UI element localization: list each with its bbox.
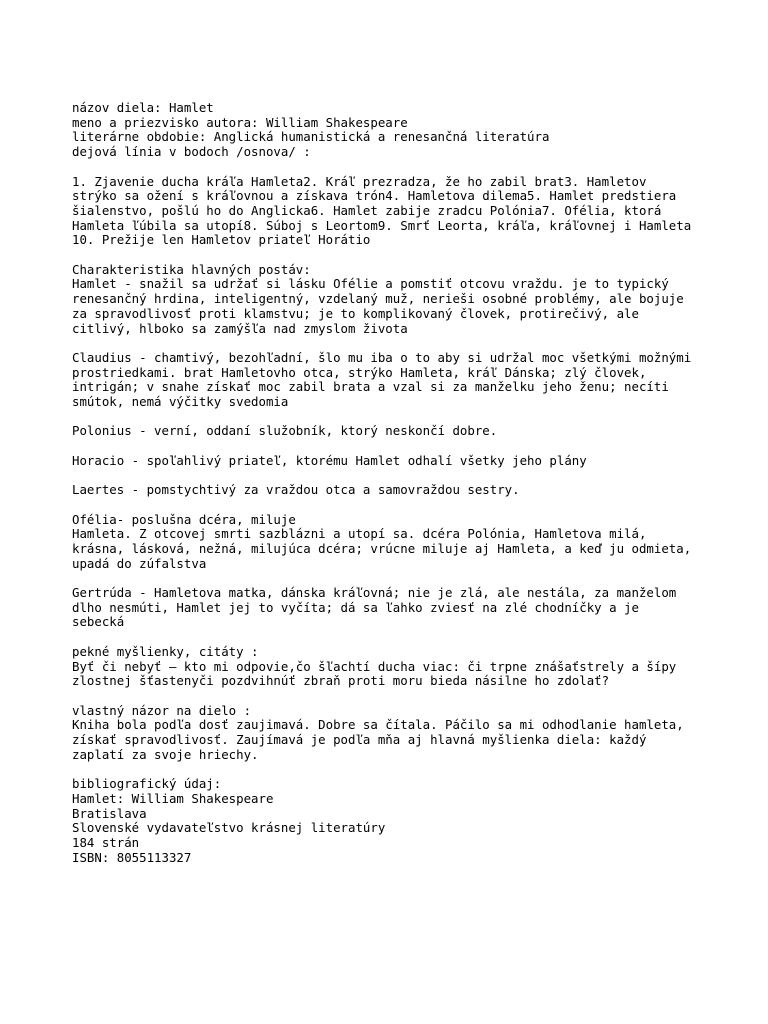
plot-heading-line: dejová línia v bodoch /osnova/ : <box>72 144 311 160</box>
horacio-block <box>72 454 712 469</box>
quote-line: zlostnej šťastenyči pozdvihnúť zbraň proti moru bieda násilne ho zdolať? <box>72 673 610 689</box>
literary-period-line: literárne obdobie: Anglická humanistická a renesančná literatúra <box>72 129 550 145</box>
hamlet-line: za spravodlivosť proti klamstvu; je to komplikovaný človek, protirečivý, ale <box>72 305 639 321</box>
plot-line: strýko sa ožení s kráľovnou a získava trón4. Hamletova dilema5. Hamlet predstiera <box>72 188 677 204</box>
bibliography-title-line: Hamlet: William Shakespeare <box>72 790 274 806</box>
characters-heading-line: Charakteristika hlavných postáv: <box>72 261 311 277</box>
ofelia-block <box>72 513 712 572</box>
characters-hamlet-block <box>72 263 712 337</box>
author-line: meno a priezvisko autora: William Shakespeare <box>72 114 408 130</box>
plot-line: šialenstvo, pošlú ho do Anglicka6. Hamlet zabije zradcu Polónia7. Ofélia, ktorá <box>72 202 662 218</box>
claudius-line: smútok, nemá výčitky svedomia <box>72 394 289 410</box>
bibliography-pages-line: 184 strán <box>72 834 140 850</box>
bibliography-city-line: Bratislava <box>72 805 147 821</box>
opinion-line: zaplatí za svoje hriechy. <box>72 746 259 762</box>
quotes-block <box>72 645 712 689</box>
laertes-block <box>72 483 712 498</box>
ofelia-line: Ofélia- poslušna dcéra, miluje <box>72 511 296 527</box>
laertes-line: Laertes - pomstychtivý za vraždou otca a samovraždou sestry. <box>72 482 520 498</box>
header-block <box>72 101 712 160</box>
bibliography-isbn-line: ISBN: 8055113327 <box>72 849 192 865</box>
quote-line: Byť či nebyť – kto mi odpovie,čo šľachtí ducha viac: či trpne znášaťstrely a šípy <box>72 658 677 674</box>
document-page <box>72 101 712 880</box>
work-title-line: názov diela: Hamlet <box>72 100 214 115</box>
horacio-line: Horacio - spoľahlivý priateľ, ktorému Hamlet odhalí všetky jeho plány <box>72 452 587 468</box>
ofelia-line: krásna, lásková, nežná, milujúca dcéra; vrúcne miluje aj Hamleta, a keď ju odmieta, <box>72 540 692 556</box>
opinion-heading-line: vlastný názor na dielo : <box>72 702 252 718</box>
claudius-block <box>72 351 712 410</box>
hamlet-line: citlivý, hlboko sa zamýšľa nad zmyslom života <box>72 320 408 336</box>
gertruda-line: Gertrúda - Hamletova matka, dánska kráľovná; nie je zlá, ale nestála, za manželom <box>72 585 677 601</box>
hamlet-line: renesančný hrdina, inteligentný, vzdelaný muž, nerieši osobné problémy, ale bojuje <box>72 291 684 307</box>
opinion-line: získať spravodlivosť. Zaujímavá je podľa mňa aj hlavná myšlienka diela: každý <box>72 732 647 748</box>
plot-block <box>72 175 712 249</box>
plot-line: 10. Prežije len Hamletov priateľ Horátio <box>72 232 371 248</box>
gertruda-line: dlho nesmúti, Hamlet jej to vyčíta; dá sa ľahko zviesť na zlé chodníčky a je <box>72 599 639 615</box>
plot-line: 1. Zjavenie ducha kráľa Hamleta2. Kráľ prezradza, že ho zabil brat3. Hamletov <box>72 173 647 189</box>
bibliography-publisher-line: Slovenské vydavateľstvo krásnej literatúry <box>72 820 386 836</box>
bibliography-heading-line: bibliografický údaj: <box>72 776 222 792</box>
gertruda-block <box>72 586 712 630</box>
hamlet-line: Hamlet - snažil sa udržať si lásku Ofélie a pomstiť otcovu vraždu. je to typický <box>72 276 669 292</box>
gertruda-line: sebecká <box>72 614 125 630</box>
opinion-line: Kniha bola podľa dosť zaujimavá. Dobre sa čítala. Páčilo sa mi odhodlanie hamleta, <box>72 717 684 733</box>
ofelia-line: upadá do zúfalstva <box>72 555 207 571</box>
ofelia-line: Hamleta. Z otcovej smrti sazblázni a utopí sa. dcéra Polónia, Hamletova milá, <box>72 526 647 542</box>
plot-line: Hamleta ľúbila sa utopí8. Súboj s Leortom9. Smrť Leorta, kráľa, kráľovnej i Hamleta <box>72 217 692 233</box>
bibliography-block <box>72 777 712 865</box>
quotes-heading-line: pekné myšlienky, citáty : <box>72 643 259 659</box>
polonius-line: Polonius - verní, oddaní služobník, ktorý neskončí dobre. <box>72 423 498 439</box>
claudius-line: Claudius - chamtivý, bezohľadní, šlo mu iba o to aby si udržal moc všetkými možnými <box>72 349 692 365</box>
opinion-block <box>72 704 712 763</box>
claudius-line: intrigán; v snahe získať moc zabil brata a vzal si za manželku jeho ženu; necíti <box>72 379 669 395</box>
claudius-line: prostriedkami. brat Hamletovho otca, strýko Hamleta, kráľ Dánska; zlý človek, <box>72 364 647 380</box>
polonius-block <box>72 424 712 439</box>
